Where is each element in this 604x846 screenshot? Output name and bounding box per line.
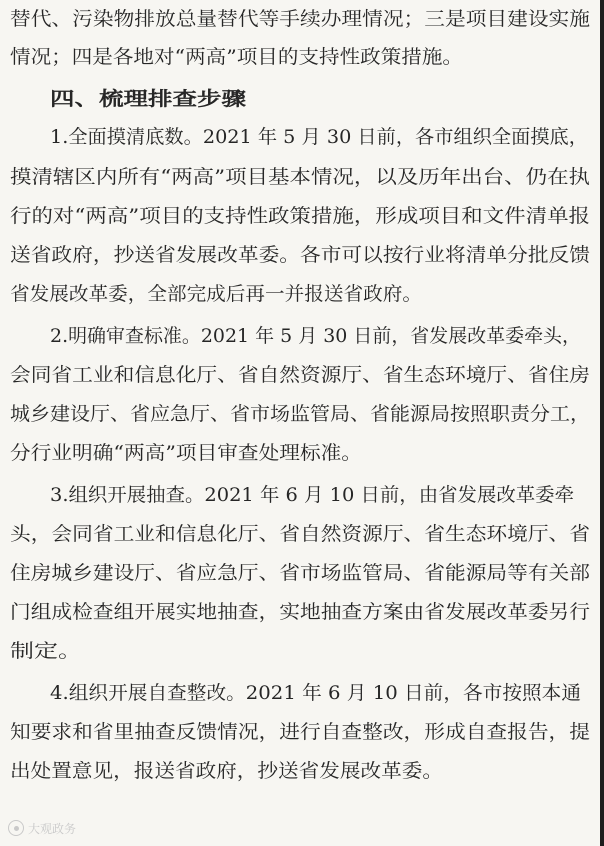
text-line-2 [10, 42, 600, 72]
text-line-content: 住房城乡建设厅、省应急厅、省市场监管局、省能源局等有关部 [10, 562, 590, 584]
paragraph-4-line-1 [50, 678, 600, 708]
paragraph-3-line-3 [10, 558, 600, 588]
text-line-content: 制定。 [10, 640, 82, 662]
text-line-content: 3.组织开展抽查。2021 年 6 月 10 日前，由省发展改革委牵 [50, 484, 574, 506]
text-line-content: 情况；四是各地对“两高”项目的支持性政策措施。 [10, 46, 463, 68]
text-line-content: 门组成检查组开展实地抽查，实地抽查方案由省发展改革委另行 [10, 601, 590, 623]
text-line-content: 行的对“两高”项目的支持性政策措施，形成项目和文件清单报 [10, 205, 590, 227]
text-line-content: 替代、污染物排放总量替代等手续办理情况；三是项目建设实施 [10, 8, 590, 30]
weibo-logo-icon [8, 820, 24, 836]
text-line-content: 城乡建设厅、省应急厅、省市场监管局、省能源局按照职责分工， [10, 403, 590, 425]
paragraph-3-line-1 [50, 480, 600, 510]
text-line-content: 送省政府，抄送省发展改革委。各市可以按行业将清单分批反馈 [10, 244, 590, 266]
paragraph-1-line-5 [10, 279, 600, 309]
paragraph-2-line-2 [10, 360, 600, 390]
text-line-content: 头，会同省工业和信息化厅、省自然资源厅、省生态环境厅、省 [10, 523, 590, 545]
paragraph-3-line-4 [10, 597, 600, 627]
watermark [8, 816, 128, 840]
paragraph-1-line-1 [50, 122, 600, 152]
text-line-content: 1.全面摸清底数。2021 年 5 月 30 日前，各市组织全面摸底， [50, 126, 588, 148]
text-line-content: 省发展改革委，全部完成后再一并报送省政府。 [10, 283, 422, 305]
section-heading [50, 84, 600, 114]
text-line-content: 分行业明确“两高”项目审查处理标准。 [10, 442, 362, 464]
text-line-1 [10, 4, 600, 34]
paragraph-2-line-4 [10, 438, 600, 468]
paragraph-3-line-5 [10, 636, 600, 666]
text-line-content: 4.组织开展自查整改。2021 年 6 月 10 日前，各市按照本通 [50, 682, 581, 704]
paragraph-1-line-2 [10, 162, 600, 192]
paragraph-3-line-2 [10, 519, 600, 549]
right-edge-border [600, 0, 604, 846]
paragraph-4-line-2 [10, 717, 600, 747]
text-line-content: 出处置意见，报送省政府，抄送省发展改革委。 [10, 760, 443, 782]
paragraph-1-line-3 [10, 201, 600, 231]
text-line-content: 知要求和省里抽查反馈情况，进行自查整改，形成自查报告，提 [10, 721, 590, 743]
paragraph-1-line-4 [10, 240, 600, 270]
watermark-text: 大观政务 [28, 821, 77, 836]
paragraph-4-line-3 [10, 756, 600, 786]
paragraph-2-line-3 [10, 399, 600, 429]
paragraph-2-line-1 [50, 321, 600, 351]
text-line-content: 会同省工业和信息化厅、省自然资源厅、省生态环境厅、省住房 [10, 364, 590, 386]
text-line-content: 摸清辖区内所有“两高”项目基本情况，以及历年出台、仍在执 [10, 166, 590, 188]
section-heading-text: 四、梳理排查步骤 [50, 88, 246, 110]
text-line-content: 2.明确审查标准。2021 年 5 月 30 日前，省发展改革委牵头， [50, 325, 581, 347]
